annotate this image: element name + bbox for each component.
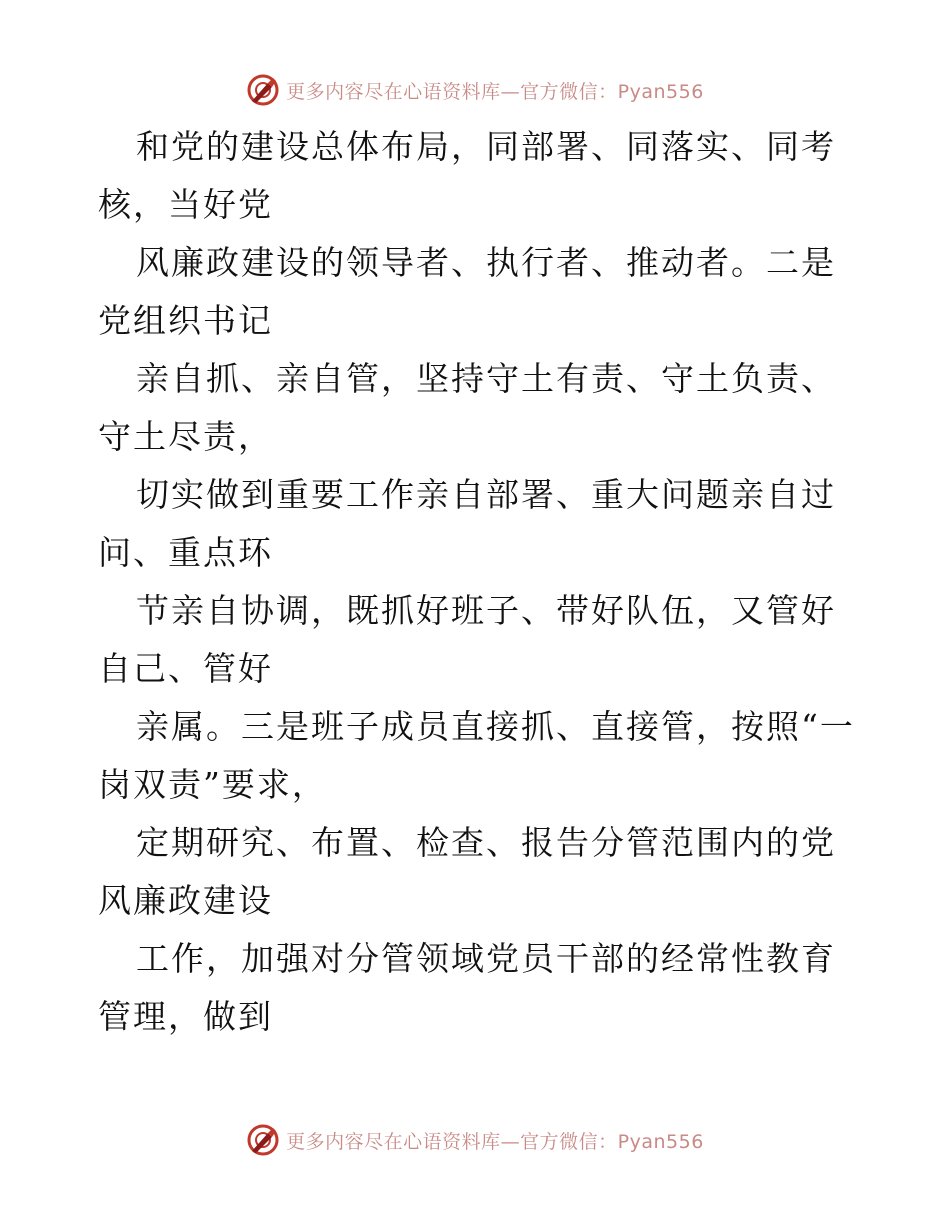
paragraph-line: 岗双责”要求， bbox=[98, 765, 327, 804]
footer-dash: — bbox=[500, 1130, 521, 1153]
paragraph-line: 理，做到 bbox=[133, 997, 273, 1036]
paragraph bbox=[98, 582, 858, 698]
paragraph bbox=[98, 118, 858, 234]
paragraph-line: 亲自抓、亲自管，坚持守土有责、守土负责、守 bbox=[98, 359, 836, 456]
paragraph-line: 风廉政建设的领导者、执行者、推动者。二是党 bbox=[98, 243, 836, 340]
paragraph-line: 节亲自协调，既抓好班子、带好队伍，又管好自 bbox=[98, 591, 836, 688]
document-body bbox=[98, 118, 858, 1046]
header-site-text: 更多内容尽在心语资料库 bbox=[286, 80, 501, 103]
paragraph bbox=[98, 350, 858, 466]
paragraph bbox=[98, 814, 858, 930]
paragraph-line: 问、重点环 bbox=[98, 533, 273, 572]
paragraph-line: 工作，加强对分管领域党员干部的经常性教育管 bbox=[98, 939, 836, 1036]
paragraph-line: 廉政建设 bbox=[133, 881, 273, 920]
paragraph-line: 核，当好党 bbox=[98, 185, 273, 224]
paragraph-line: 己、管好 bbox=[133, 649, 273, 688]
header-wechat-text: 官方微信：Pyan556 bbox=[520, 80, 704, 103]
header-dash: — bbox=[500, 80, 521, 103]
header-banner bbox=[0, 72, 950, 108]
paragraph-line: 切实做到重要工作亲自部署、重大问题亲自过 bbox=[136, 475, 836, 514]
paragraph bbox=[98, 698, 858, 814]
paragraph-line: 土尽责， bbox=[133, 417, 273, 456]
footer-banner bbox=[0, 1122, 950, 1158]
paragraph bbox=[98, 466, 858, 582]
paragraph-line: 亲属。三是班子成员直接抓、直接管，按照“一 bbox=[136, 707, 855, 746]
paragraph bbox=[98, 930, 858, 1046]
footer-wechat-text: 官方微信：Pyan556 bbox=[520, 1130, 704, 1153]
brand-logo-icon bbox=[246, 1123, 280, 1157]
footer-site-text: 更多内容尽在心语资料库 bbox=[286, 1130, 501, 1153]
brand-logo-icon bbox=[246, 73, 280, 107]
paragraph-line: 定期研究、布置、检查、报告分管范围内的党风 bbox=[98, 823, 836, 920]
paragraph-line: 组织书记 bbox=[133, 301, 273, 340]
header-banner-text bbox=[286, 77, 704, 104]
footer-banner-text bbox=[286, 1127, 704, 1154]
paragraph bbox=[98, 234, 858, 350]
paragraph-line: 和党的建设总体布局，同部署、同落实、同考 bbox=[136, 127, 836, 166]
